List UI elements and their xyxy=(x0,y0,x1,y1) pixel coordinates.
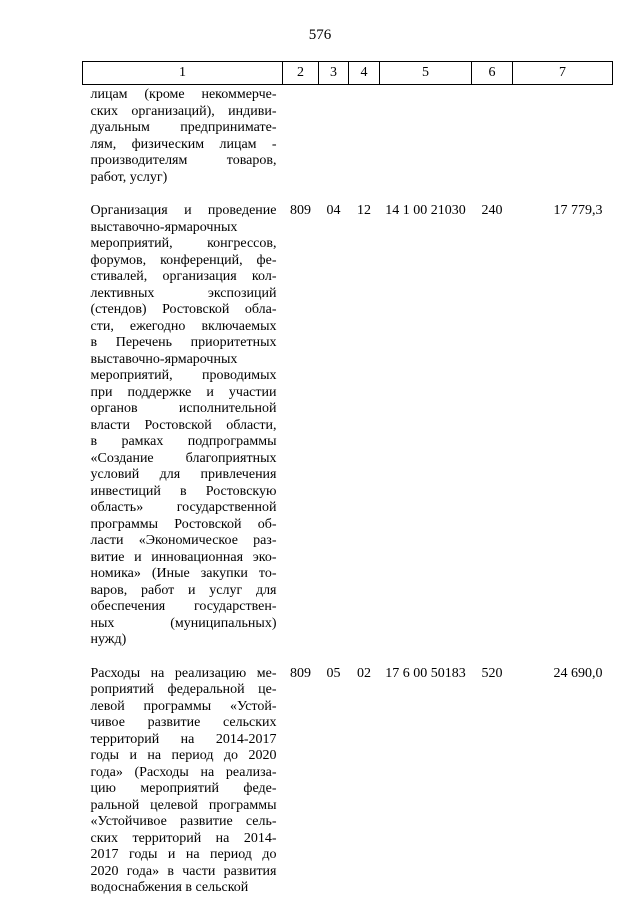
description-line: цию мероприятий феде- xyxy=(90,781,277,796)
row-code-col2: 809 xyxy=(290,203,311,218)
description-line: чивое развитие сельских xyxy=(90,715,277,730)
description-line: водоснабжения в сельской xyxy=(90,880,249,895)
row-code-col5: 17 6 00 50183 xyxy=(385,665,466,681)
header-col-1: 1 xyxy=(83,62,283,85)
row-code-col2 xyxy=(283,85,319,187)
description-line: «Устойчивое развитие сель- xyxy=(90,814,277,829)
row-code-col4 xyxy=(349,85,380,187)
row-code-col2: 809 xyxy=(290,665,311,681)
description-line: ральной целевой программы xyxy=(90,797,277,813)
description-line: 2017 годы и на период до xyxy=(90,847,277,862)
description-line: Расходы на реализацию ме- xyxy=(90,665,277,681)
row-code-col5 xyxy=(380,85,472,187)
description-line: роприятий федеральной це- xyxy=(90,682,277,697)
table-row xyxy=(83,85,613,187)
table-header-row xyxy=(83,62,613,85)
table-body xyxy=(83,85,613,897)
row-code-col4: 02 xyxy=(357,665,371,681)
row-description xyxy=(83,649,283,897)
description-line: условий для привлечения xyxy=(90,467,277,482)
description-line: обеспечения государствен- xyxy=(90,599,277,614)
row-code-col4: 12 xyxy=(357,203,371,218)
description-line: стивалей, организация кол- xyxy=(90,269,277,284)
row-amount: 24 690,0 xyxy=(553,665,603,681)
description-line: лицам (кроме некоммерче- xyxy=(90,87,277,102)
description-line: выставочно-ярмарочных xyxy=(90,219,238,235)
description-line: производителям товаров, xyxy=(90,153,277,168)
description-line: мероприятий, конгрессов, xyxy=(90,236,277,251)
description-line: органов исполнительной xyxy=(90,401,277,416)
description-line: (стендов) Ростовской обла- xyxy=(90,302,277,317)
description-line: витие и инновационная эко- xyxy=(90,549,277,565)
row-description xyxy=(83,85,283,187)
description-line: нужд) xyxy=(90,632,127,647)
description-line: лям, физическим лицам - xyxy=(90,136,277,152)
row-code-col3: 04 xyxy=(326,203,341,218)
description-line: ских территорий на 2014- xyxy=(90,830,277,846)
description-line: номика» (Иные закупки то- xyxy=(90,566,277,581)
description-line: инвестиций в Ростовскую xyxy=(90,483,277,499)
description-line: ных (муниципальных) xyxy=(90,615,277,631)
row-code-col6: 240 xyxy=(481,203,503,218)
header-col-3: 3 xyxy=(319,62,349,85)
header-col-2: 2 xyxy=(283,62,319,85)
description-line: ласти «Экономическое раз- xyxy=(90,533,277,548)
table-row xyxy=(83,649,613,897)
row-code-col6: 520 xyxy=(481,665,503,681)
row-code-col5: 14 1 00 21030 xyxy=(385,203,466,218)
description-line: область» государственной xyxy=(90,500,277,515)
description-line: территорий на 2014-2017 xyxy=(90,731,277,747)
row-description xyxy=(83,186,283,649)
description-line: левой программы «Устой- xyxy=(90,698,277,714)
header-col-4: 4 xyxy=(349,62,380,85)
row-amount xyxy=(513,85,613,187)
description-line: при поддержке и участии xyxy=(90,384,277,400)
description-line: сти, ежегодно включаемых xyxy=(90,318,277,334)
page-number: 576 xyxy=(308,27,332,43)
table-row xyxy=(83,186,613,649)
header-col-6: 6 xyxy=(472,62,513,85)
description-line: мероприятий, проводимых xyxy=(90,368,277,383)
description-line: власти Ростовской области, xyxy=(90,417,277,433)
description-line: «Создание благоприятных xyxy=(90,450,277,466)
description-line: варов, работ и услуг для xyxy=(90,582,277,598)
row-code-col6 xyxy=(472,85,513,187)
description-line: форумов, конференций, фе- xyxy=(90,252,277,268)
header-col-7: 7 xyxy=(513,62,613,85)
description-line: программы Ростовской об- xyxy=(90,516,277,532)
header-col-5: 5 xyxy=(380,62,472,85)
budget-table xyxy=(82,61,613,897)
description-line: дуальным предпринимате- xyxy=(90,120,277,135)
description-line: работ, услуг) xyxy=(90,169,168,185)
row-code-col3 xyxy=(319,85,349,187)
description-line: лективных экспозиций xyxy=(90,285,277,301)
description-line: выставочно-ярмарочных xyxy=(90,351,238,367)
description-line: ских организаций), индиви- xyxy=(90,103,277,119)
row-code-col3: 05 xyxy=(326,665,341,681)
description-line: 2020 года» в части развития xyxy=(90,863,277,879)
description-line: годы и на период до 2020 xyxy=(90,748,277,763)
description-line: в Перечень приоритетных xyxy=(90,335,277,350)
row-amount: 17 779,3 xyxy=(553,203,603,218)
description-line: Организация и проведение xyxy=(90,203,277,218)
description-line: года» (Расходы на реализа- xyxy=(90,764,277,780)
description-line: в рамках подпрограммы xyxy=(90,434,277,449)
